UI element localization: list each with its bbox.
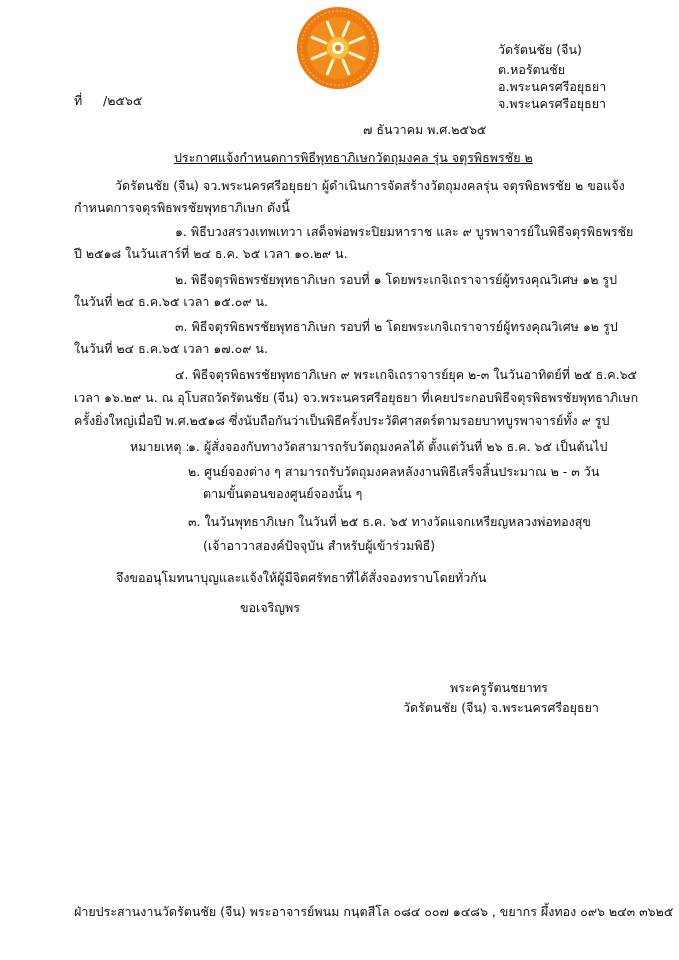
item-line: ในวันที่ ๒๔ ธ.ค.๖๕ เวลา ๑๕.๐๙ น.: [74, 294, 268, 309]
blessing-text: ขอเจริญพร: [240, 600, 300, 615]
address-line: จ.พระนครศรีอยุธยา: [498, 96, 607, 111]
remark-line: ๑. ผู้สั่งจองกับทางวัดสามารถรับวัตถุมงคลได้ ตั้งแต่วันที่ ๒๖ ธ.ค. ๖๕ เป็นต้นไป: [188, 439, 608, 454]
signature-name: พระครูรัตนชยาทร: [450, 680, 548, 695]
remark-line: ๓. ในวันพุทธาภิเษก ในวันที่ ๒๕ ธ.ค. ๖๕ ทางวัดแจกเหรียญหลวงพ่อทองสุข: [188, 514, 591, 529]
ref-number: /๒๕๖๕: [103, 93, 143, 108]
address-line: อ.พระนครศรีอยุธยา: [498, 79, 607, 94]
remark-line: (เจ้าอาวาสองค์ปัจจุบัน สำหรับผู้เข้าร่วมพิธี): [203, 538, 436, 553]
intro-line: วัดรัตนชัย (จีน) จว.พระนครศรีอยุธยา ผู้ดำเนินการจัดสร้างวัตถุมงคลรุ่น จตุรพิธพรชัย ๒ ขอแจ้ง: [115, 178, 625, 193]
footer-contact: ฝ่ายประสานงานวัดรัตนชัย (จีน) พระอาจารย์พนม กนฺตสีโล ๐๘๔ ๐๐๗ ๑๔๘๖ , ขยากร ผึ้งทอง ๐๙๖ ๒๔๓ ๓๖๒๕: [74, 904, 674, 919]
item-line: ๒. พิธีจตุรพิธพรชัยพุทธาภิเษก รอบที่ ๑ โดยพระเกจิเถราจารย์ผู้ทรงคุณวิเศษ ๑๒ รูป: [175, 272, 618, 287]
remarks-label: หมายเหตุ :: [130, 439, 190, 454]
item-line: ๓. พิธีจตุรพิธพรชัยพุทธาภิเษก รอบที่ ๒ โดยพระเกจิเถราจารย์ผู้ทรงคุณวิเศษ ๑๒ รูป: [175, 319, 618, 334]
address-line: ต.หอรัตนชัย: [498, 62, 566, 77]
ref-label: ที่: [74, 93, 83, 108]
item-line: ในวันที่ ๒๔ ธ.ค.๖๕ เวลา ๑๗.๐๙ น.: [74, 341, 268, 356]
closing-text: จึงขออนุโมทนาบุญและแจ้งให้ผู้มีจิตศรัทธาที่ได้สั่งจองทราบโดยทั่วกัน: [116, 570, 487, 585]
dharma-wheel-logo: [296, 6, 380, 90]
remark-line: ตามขั้นตอนของศูนย์จองนั้น ๆ: [203, 486, 363, 501]
signature-org: วัดรัตนชัย (จีน) จ.พระนครศรีอยุธยา: [403, 700, 599, 715]
item-line: เวลา ๑๖.๒๙ น. ณ อุโบสถวัดรัตนชัย (จีน) จว.พระนครศรีอยุธยา ที่เคยประกอบพิธีจตุรพิธพรชัยพุทธาภิเษก: [74, 390, 639, 405]
item-line: ๑. พิธีบวงสรวงเทพเทวา เสด็จพ่อพระปิยมหาราช และ ๙ บูรพาจารย์ในพิธีจตุรพิธพรชัย: [175, 224, 634, 239]
remark-line: ๒. ศูนย์จองต่าง ๆ สามารถรับวัตถุมงคลหลังงานพิธีเสร็จสิ้นประมาณ ๒ - ๓ วัน: [188, 464, 600, 479]
item-line: ปี ๒๕๑๘ ในวันเสาร์ที่ ๒๔ ธ.ค. ๖๕ เวลา ๑๐.๒๙ น.: [74, 246, 348, 261]
item-line: ๔. พิธีจตุรพิธพรชัยพุทธาภิเษก ๙ พระเกจิเถราจารย์ยุค ๒-๓ ในวันอาทิตย์ที่ ๒๕ ธ.ค.๖๕: [175, 367, 637, 382]
intro-line: กำหนดการจตุรพิธพรชัยพุทธาภิเษก ดังนี้: [74, 200, 290, 215]
address-line: วัดรัตนชัย (จีน): [498, 42, 582, 57]
document-date: ๗ ธันวาคม พ.ศ.๒๕๖๕: [363, 122, 487, 137]
item-line: ครั้งยิ่งใหญ่เมื่อปี พ.ศ.๒๕๑๘ ซึ่งนับถือกันว่าเป็นพิธีครั้งประวัติศาสตร์ตามรอยบาทบูรพาจารย์ทั้ง ๙ รูป: [74, 413, 610, 428]
document-title: ประกาศแจ้งกำหนดการพิธีพุทธาภิเษกวัตถุมงคล รุ่น จตุรพิธพรชัย ๒: [174, 150, 533, 165]
